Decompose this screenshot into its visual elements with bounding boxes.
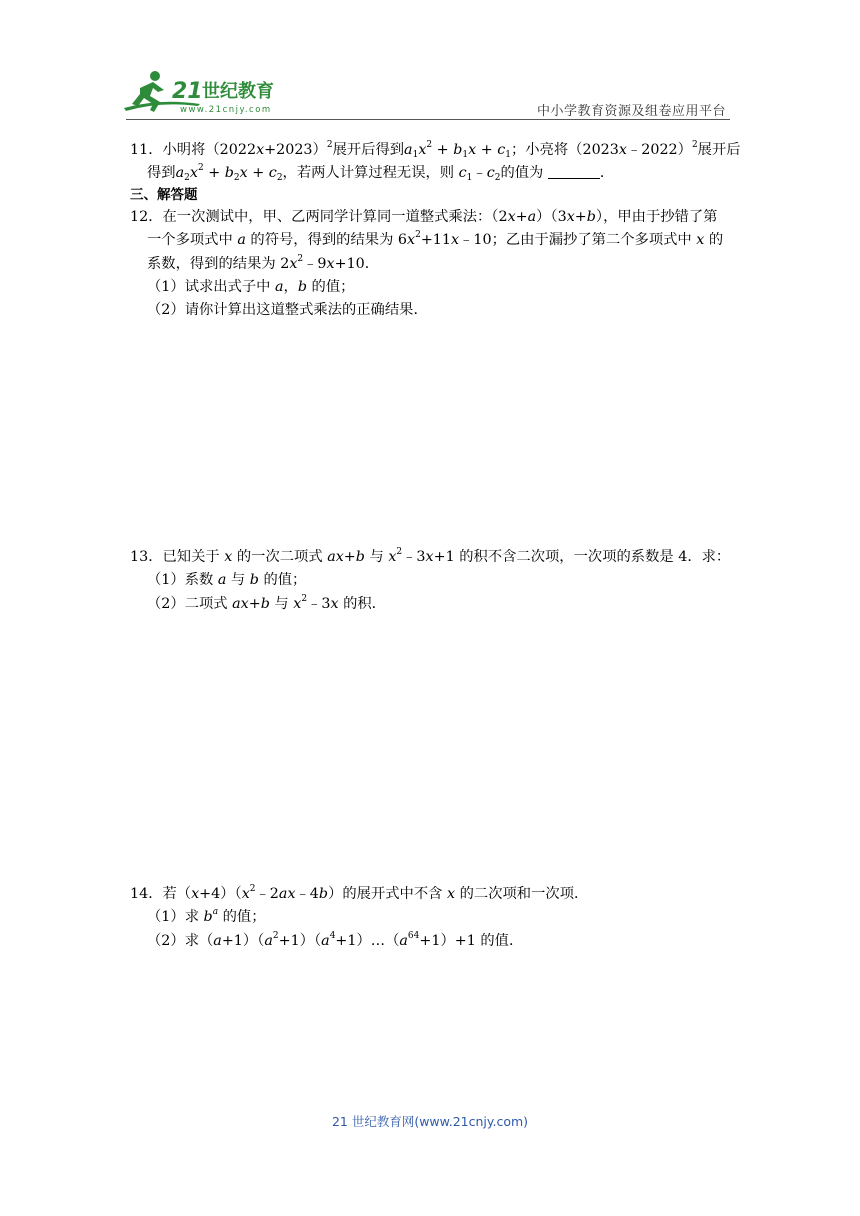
q14-line1: 14．若$(x+4)(x^2﹣2ax﹣4b)$的展开式中不含 x 的二次项和一次项． xyxy=(130,884,589,902)
q13-sub1: （1）系数 a 与 b 的值； xyxy=(147,572,307,589)
answer-blank xyxy=(548,164,600,179)
svg-text:21: 21 xyxy=(172,79,203,104)
q14-sub2: （2）求$(a+1)(a^2+1)(a^4+1)\dots(a^{64}+1)+1$ 的值． xyxy=(147,930,524,949)
question-11 xyxy=(130,139,742,207)
question-13 xyxy=(130,546,742,616)
svg-text:世纪教育: 世纪教育 xyxy=(202,81,274,102)
q13-sub2: （2）二项式 ax+b 与 $x^2﹣3x$ 的积． xyxy=(147,593,386,612)
svg-text:www.21cnjy.com: www.21cnjy.com xyxy=(180,105,272,115)
question-12 xyxy=(130,206,742,322)
q12-sub1: （1）试求出式子中 a，b 的值； xyxy=(147,278,355,295)
q12-line3: 系数，得到的结果为 $2x^2﹣9x+10$． xyxy=(147,253,380,272)
q11-line1: 11．小明将$(2022x+2023)^2$展开后得到$a_1x^2 + b_1x + c_1$；小亮将（2023x﹣2022）$^2$展开后 xyxy=(130,140,741,160)
question-14 xyxy=(130,883,742,953)
header-divider xyxy=(126,119,730,120)
q11-line2: 得到$a_2x^2 + b_2x + c_2$，若两人计算过程无误，则 $c_1﹣c_2$的值为 ． xyxy=(147,162,615,183)
header-tagline: 中小学教育资源及组卷应用平台 xyxy=(536,104,726,119)
q12-line2: 一个多项式中 a 的符号，得到的结果为 $6x^2+11x﹣10$；乙由于漏抄了第二个多项式中 x 的 xyxy=(147,230,724,249)
q13-line1: 13．已知关于 x 的一次二项式 ax+b 与 $x^2﹣3x+1$ 的积不含二次项，一次项的系数是 4．求： xyxy=(130,547,731,565)
logo-21century-icon xyxy=(120,68,295,118)
q14-sub1: （1）求 $b^a$ 的值； xyxy=(147,907,266,926)
q12-line1: 12．在一次测试中，甲、乙两同学计算同一道整式乘法：（2x+a）（3x+b），甲由于抄错了第 xyxy=(130,209,718,225)
section-heading: 三、解答题 xyxy=(130,187,198,203)
footer-source: 21 世纪教育网(www.21cnjy.com) xyxy=(331,1114,529,1129)
q12-sub2: （2）请你计算出这道整式乘法的正确结果． xyxy=(147,302,428,319)
